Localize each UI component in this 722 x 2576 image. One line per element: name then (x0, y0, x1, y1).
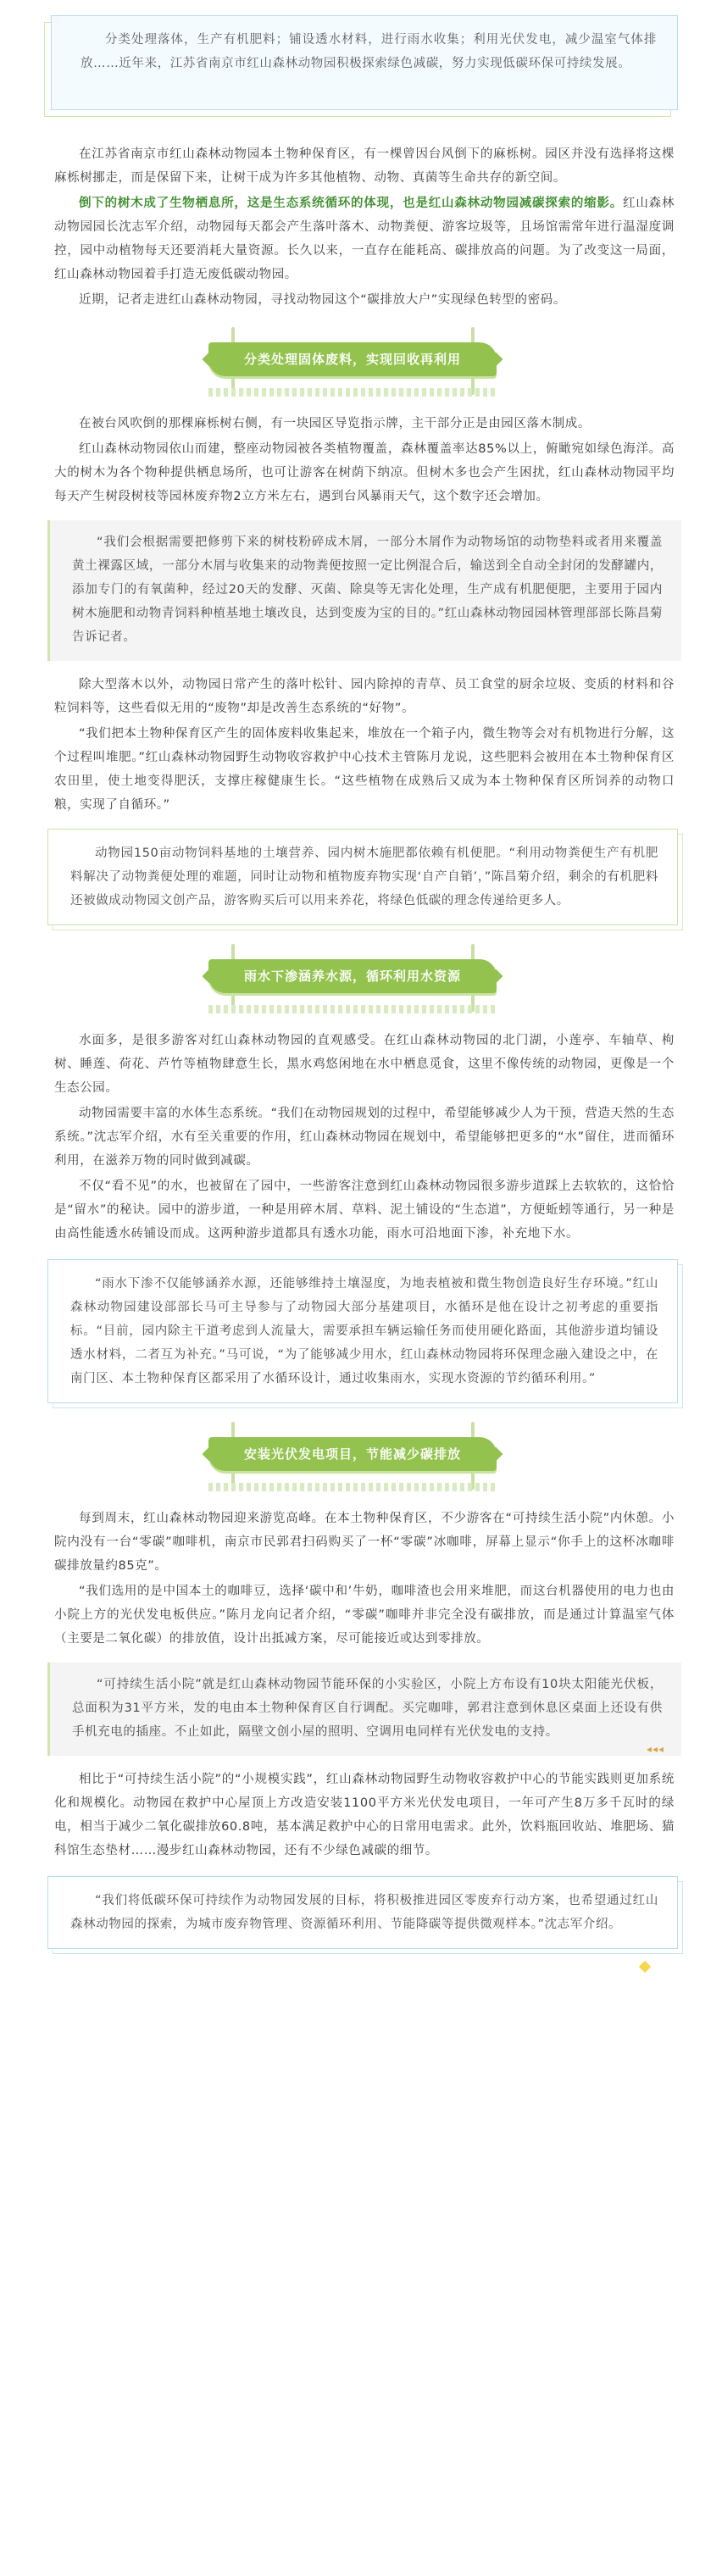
decorative-arrows-icon: ◂◂◂ (646, 1743, 664, 1755)
highlight-block (47, 1663, 681, 1756)
paragraph: 水面多，是很多游客对红山森林动物园的直观感受。在红山森林动物园的北门湖，小莲亭、车轴草、枸树、睡莲、荷花、芦竹等植物肆意生长，黑水鸡悠闲地在水中栖息觅食，这里不像传统的动物园，更像是一个生态公园。 (54, 1034, 675, 1095)
lead-paragraph-cont: 红山森林动物园园长沈志军介绍，动物园每天都会产生落叶落木、动物粪便、游客垃圾等，且场馆需常年进行温湿度调控，园中动植物每天还要消耗大量资源。长久以来，一直存在能耗高、碳排放高的问题。为了改变这一局面，红山森林动物园着手打造无废低碳动物园。 (54, 197, 675, 281)
section-body (0, 673, 722, 817)
section-title-banner (0, 1415, 722, 1500)
intro-box (44, 15, 678, 117)
callout-box (47, 829, 678, 925)
callout-frame (47, 829, 678, 925)
paragraph: 每到周末，红山森林动物园迎来游览高峰。在本土物种保育区，不少游客在“可持续生活小院”内休憩。小院内没有一台“零碳”咖啡机，南京市民郭君扫码购买了一杯“零碳”冰咖啡，屏幕上显示“你手上的这杯冰咖啡碳排放量约85克”。 (54, 1512, 675, 1573)
section-title: 安装光伏发电项目，节能减少碳排放 (208, 1437, 497, 1471)
paragraph: 在被台风吹倒的那棵麻栎树右侧，有一块园区导览指示牌，主干部分正是由园区落木制成。 (79, 417, 591, 430)
callout-text: 动物园150亩动物饲料基地的土壤营养、园内树木施肥都依赖有机便肥。“利用动物粪便生产有机肥料解决了动物粪便处理的难题，同时让动物和植物废弃物实现‘自产自销’，”陈昌菊介绍，剩余的有机肥料还被做成动物园文创产品，游客购买后可以用来养花，将绿色低碳的理念传递给更多人。 (70, 847, 658, 908)
section-body (0, 1029, 722, 1246)
lead-section (0, 142, 722, 312)
end-ornament-icon (639, 1961, 651, 1973)
paragraph: 不仅“看不见”的水，也被留在了园中，一些游客注意到红山森林动物园很多游步道踩上去软软的，这恰恰是“留水”的秘诀。园中的游步道，一种是用碎木屑、草料、泥土铺设的“生态道”，方便蚯蚓等通行，另一种是由高性能透水砖铺设而成。这两种游步道都具有透水功能，雨水可沿地面下渗，补充地下水。 (54, 1180, 675, 1241)
section-title-banner (0, 937, 722, 1022)
callout-frame (47, 1876, 678, 1949)
intro-text: 分类处理落体，生产有机肥料；铺设透水材料，进行雨水收集；利用光伏发电，减少温室气体排放……近年来，江苏省南京市红山森林动物园积极探索绿色减碳，努力实现低碳环保可持续发展。 (81, 33, 657, 70)
paragraph: 相比于“可持续生活小院”的“小规模实践”，红山森林动物园野生动物收容救护中心的节能实践则更加系统化和规模化。动物园在救护中心屋顶上方改造安装1100平方米光伏发电项目，一年可产生8万多千瓦时的绿电，相当于减少二氧化碳排放60.8吨，基本满足救护中心的日常用电需求。此外，饮料瓶回收站、堆肥场、猫科馆生态垫材……漫步红山森林动物园，还有不少绿色减碳的细节。 (54, 1773, 675, 1857)
callout-text: “雨水下渗不仅能够涵养水源，还能够维持土壤湿度，为地表植被和微生物创造良好生存环境。”红山森林动物园建设部部长马可主导参与了动物园大部分基建项目，水循环是他在设计之初考虑的重要指标。“目前，园内除主干道考虑到人流量大，需要承担车辆运输任务而使用硬化路面，其他游步道均铺设透水材料，二者互为补充。”马可说，“为了能够减少用水，红山森林动物园将环保理念融入建设之中，在南门区、本土物种保育区都采用了水循环设计，通过收集雨水，实现水资源的节约循环利用。” (70, 1277, 658, 1385)
quote-block (47, 520, 681, 661)
section-title-banner (0, 320, 722, 405)
intro-frame (51, 15, 678, 110)
section-title: 雨水下渗涵养水源，循环利用水资源 (208, 959, 497, 993)
lead-highlight: 倒下的树木成了生物栖息所，这是生态系统循环的体现，也是红山森林动物园减碳探索的缩影。 (79, 197, 624, 210)
callout-box (47, 1259, 678, 1403)
paragraph: “我们选用的是中国本土的咖啡豆，选择‘碳中和’牛奶，咖啡渣也会用来堆肥，而这台机器使用的电力也由小院上方的光伏发电板供应。”陈月龙向记者介绍，“零碳”咖啡并非完全没有碳排放，而是通过计算温室气体（主要是二氧化碳）的排放值，设计出抵减方案，尽可能接近或达到零排放。 (54, 1585, 675, 1646)
closing-quote-box (47, 1876, 678, 1949)
lead-paragraph (54, 192, 675, 286)
closing-quote-text: “我们将低碳环保可持续作为动物园发展的目标，将积极推进园区零废弃行动方案，也希望通过红山森林动物园的探索，为城市废弃物管理、资源循环利用、节能降碳等提供微观样本。”沈志军介绍。 (70, 1894, 658, 1931)
lead-paragraph: 在江苏省南京市红山森林动物园本土物种保育区，有一棵曾因台风倒下的麻栎树。园区并没有选择将这棵麻栎树挪走，而是保留下来，让树干成为许多其他植物、动物、真菌等生命共存的新空间。 (54, 147, 675, 185)
paragraph: 动物园需要丰富的水体生态系统。“我们在动物园规划的过程中，希望能够减少人为干预，营造天然的生态系统。”沈志军介绍，水有至关重要的作用，红山森林动物园在规划中，希望能够把更多的“水”留住，进而循环利用，在滋养万物的同时做到减碳。 (54, 1107, 675, 1168)
banner-dashes (208, 1005, 497, 1013)
section-body (0, 412, 722, 508)
section-body (0, 1507, 722, 1651)
banner-dashes (208, 388, 497, 397)
paragraph: 除大型落木以外，动物园日常产生的落叶松针、园内除掉的青草、员工食堂的厨余垃圾、变质的材料和谷粒饲料等，这些看似无用的“废物”却是改善生态系统的“好物”。 (54, 678, 675, 715)
lead-paragraph: 近期，记者走进红山森林动物园，寻找动物园这个“碳排放大户”实现绿色转型的密码。 (79, 293, 566, 307)
section-body (0, 1768, 722, 1863)
paragraph: “我们把本土物种保育区产生的固体废料收集起来，堆放在一个箱子内，微生物等会对有机物进行分解，这个过程叫堆肥。”红山森林动物园野生动物收容救护中心技术主管陈月龙说，这些肥料会被用在本土物种保育区农田里，使土地变得肥沃，支撑庄稼健康生长。“这些植物在成熟后又成为本土物种保育区所饲养的动物口粮，实现了自循环。” (54, 727, 675, 812)
banner-dashes (208, 1483, 497, 1491)
quote-text: “我们会根据需要把修剪下来的树枝粉碎成木屑，一部分木屑作为动物场馆的动物垫料或者用来覆盖黄土裸露区域，一部分木屑与收集来的动物粪便按照一定比例混合后，输送到全自动全封闭的发酵罐内，添加专门的有氧菌种，经过20天的发酵、灭菌、除臭等无害化处理，生产成有机肥便肥，主要用于园内树木施肥和动物青饲料种植基地土壤改良，达到变废为宝的目的。”红山森林动物园园林管理部部长陈昌菊告诉记者。 (72, 536, 663, 644)
section-title: 分类处理固体废料，实现回收再利用 (208, 342, 497, 376)
highlight-text: “可持续生活小院”就是红山森林动物园节能环保的小实验区，小院上方布设有10块太阳能光伏板，总面积为31平方米，发的电由本土物种保育区自行调配。买完咖啡，郭君注意到休息区桌面上还设有供手机充电的插座。不止如此，隔壁文创小屋的照明、空调用电同样有光伏发电的支持。 (72, 1678, 663, 1739)
paragraph: 红山森林动物园依山而建，整座动物园被各类植物覆盖，森林覆盖率达85%以上，俯瞰宛如绿色海洋。高大的树木为各个物种提供栖息场所，也可让游客在树荫下纳凉。但树木多也会产生困扰，红山森林动物园平均每天产生树段树枝等园林废弃物2立方米左右，遇到台风暴雨天气，这个数字还会增加。 (54, 442, 675, 503)
callout-frame (47, 1259, 678, 1403)
